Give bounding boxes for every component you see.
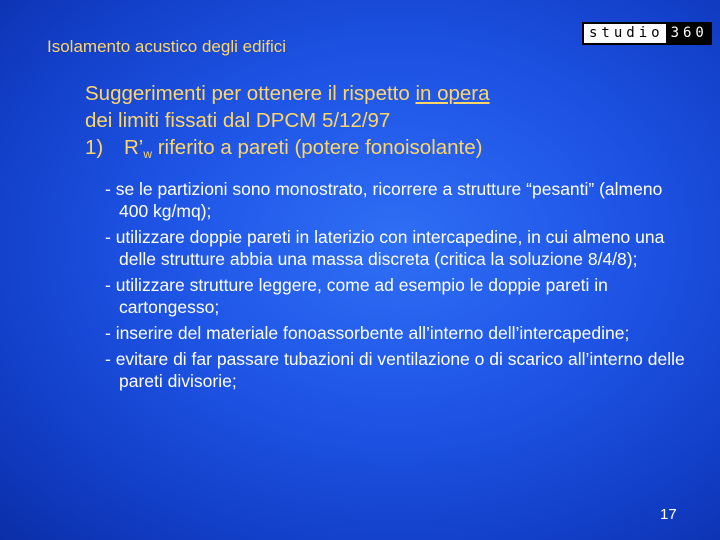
list-item: - inserire del materiale fonoassorbente all’interno dell’intercapedine;: [105, 323, 630, 343]
list-item: - evitare di far passare tubazioni di ventilazione o di scarico all’interno delle pareti divisorie;: [105, 349, 685, 391]
header-title: Isolamento acustico degli edifici: [47, 37, 287, 56]
page-number: 17: [660, 506, 677, 523]
heading-line-2: dei limiti fissati dal DPCM 5/12/97: [85, 109, 391, 132]
slide-heading: [85, 80, 685, 161]
heading-line-1-text: Suggerimenti per ottenere il rispetto: [85, 82, 416, 105]
heading-line-3-text: riferito a pareti (potere fonoisolante): [152, 136, 483, 159]
list-item: - se le partizioni sono monostrato, ricorrere a strutture “pesanti” (almeno 400 kg/mq);: [105, 179, 663, 221]
heading-subscript: w: [143, 147, 153, 161]
heading-item-number: 1): [85, 136, 104, 159]
suggestion-list: [105, 178, 695, 396]
studio-360-logo: [582, 22, 712, 45]
logo-text-studio: studio: [584, 24, 666, 43]
heading-line-3: [85, 134, 685, 161]
heading-underlined-text: in opera: [415, 82, 490, 105]
list-item: - utilizzare doppie pareti in laterizio con intercapedine, in cui almeno una delle strutture abbia una massa discreta (critica la soluzione 8/4/8);: [105, 227, 665, 269]
list-item: - utilizzare strutture leggere, come ad esempio le doppie pareti in cartongesso;: [105, 275, 608, 317]
logo-text-360: 360: [666, 24, 710, 43]
heading-line-1: [85, 80, 685, 107]
heading-symbol: R’: [124, 136, 144, 159]
